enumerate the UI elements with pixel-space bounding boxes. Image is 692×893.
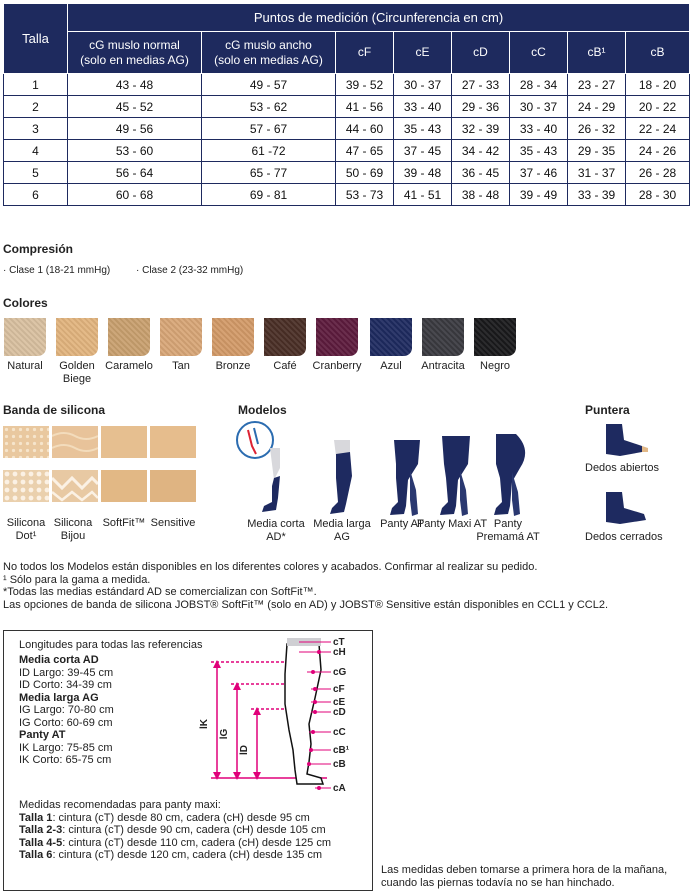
maxi-talla: Talla 2-3 [19, 824, 63, 836]
maxi-text: : cintura (cT) desde 90 cm, cadera (cH) desde 105 cm [62, 824, 326, 836]
model-label-premama: Panty Premamá AT [476, 518, 540, 543]
table-cell: 53 - 62 [202, 96, 336, 118]
toe-open-icon [600, 422, 650, 458]
column-header-line1: cB¹ [587, 45, 606, 59]
maxi-title: Medidas recomendadas para panty maxi: [19, 799, 221, 811]
model-media-corta-icon [262, 448, 280, 512]
maxi-talla: Talla 6 [19, 849, 53, 861]
table-cell: 28 - 34 [510, 74, 568, 96]
table-cell: 4 [4, 140, 68, 162]
diagram-point-label: cE [333, 697, 346, 708]
table-cell: 39 - 49 [510, 184, 568, 206]
table-cell: 49 - 56 [68, 118, 202, 140]
table-cell: 30 - 37 [510, 96, 568, 118]
table-cell: 45 - 52 [68, 96, 202, 118]
color-swatch [370, 318, 412, 356]
diagram-length-label: lD [239, 745, 250, 755]
band-sensitive-top-tile [150, 426, 196, 458]
column-header-line1: cF [357, 45, 372, 59]
table-cell: 23 - 27 [568, 74, 626, 96]
table-cell: 65 - 77 [202, 162, 336, 184]
group-name: Panty AT [19, 729, 66, 741]
band-dot-tile [3, 470, 49, 502]
table-cell: 31 - 37 [568, 162, 626, 184]
diagram-point-label: cH [333, 647, 346, 658]
diagram-point-label: cB¹ [333, 745, 350, 756]
color-swatch [264, 318, 306, 356]
longitudes-title: Longitudes para todas las referencias [19, 639, 203, 651]
model-label-media-corta: Media corta AD* [247, 518, 305, 543]
note-line: Las opciones de banda de silicona JOBST® SoftFit™ (solo en AD) y JOBST® Sensitive están disponibles en CCL1 y CCL2. [3, 598, 609, 611]
table-cell: 41 - 51 [394, 184, 452, 206]
table-cell: 35 - 43 [394, 118, 452, 140]
column-header-line2: (solo en medias AG) [214, 52, 323, 67]
table-cell: 26 - 32 [568, 118, 626, 140]
maxi-talla: Talla 1 [19, 811, 53, 824]
length-line: IK Corto: 65-75 cm [19, 754, 112, 766]
color-label: Caramelo [105, 360, 153, 372]
table-cell: 22 - 24 [626, 118, 690, 140]
table-cell: 20 - 22 [626, 96, 690, 118]
table-row [4, 118, 690, 140]
table-row [4, 96, 690, 118]
band-dot-top-tile [3, 426, 49, 458]
table-cell: 27 - 33 [452, 74, 510, 96]
color-swatch [108, 318, 150, 356]
table-cell: 33 - 39 [568, 184, 626, 206]
modelos-illustration [232, 420, 552, 520]
diagram-point-label: cA [333, 783, 346, 794]
band-bijou-top-tile [52, 426, 98, 458]
table-cell: 5 [4, 162, 68, 184]
maxi-text: : cintura (cT) desde 120 cm, cadera (cH) desde 135 cm [52, 849, 323, 861]
column-header [510, 32, 568, 74]
measurement-group-header: Puntos de medición (Circunferencia en cm) [68, 4, 690, 32]
column-header-line1: cC [531, 45, 546, 59]
table-cell: 49 - 57 [202, 74, 336, 96]
model-media-larga-icon [330, 440, 352, 514]
column-header [68, 32, 202, 74]
model-premama-icon [494, 434, 525, 516]
color-swatch [422, 318, 464, 356]
column-header [336, 32, 394, 74]
leg-measurement-diagram [199, 634, 369, 799]
color-label: Negro [480, 360, 510, 372]
table-cell: 24 - 26 [626, 140, 690, 162]
diagram-point-label: cC [333, 727, 346, 738]
table-cell: 1 [4, 74, 68, 96]
color-label: Natural [7, 360, 43, 372]
table-cell: 38 - 48 [452, 184, 510, 206]
column-header [626, 32, 690, 74]
table-cell: 33 - 40 [510, 118, 568, 140]
table-cell: 29 - 36 [452, 96, 510, 118]
maxi-talla: Talla 4-5 [19, 836, 63, 849]
length-line: IK Largo: 75-85 cm [19, 741, 113, 754]
table-cell: 53 - 60 [68, 140, 202, 162]
table-row [4, 184, 690, 206]
diagram-point-label: cG [333, 667, 347, 678]
toe-closed-icon [600, 490, 650, 526]
length-line: ID Largo: 39-45 cm [19, 666, 114, 679]
banda-title: Banda de silicona [3, 403, 106, 417]
table-cell: 60 - 68 [68, 184, 202, 206]
talla-header: Talla [4, 4, 68, 74]
softfit-badge-icon [237, 422, 273, 458]
column-header [452, 32, 510, 74]
group-name: Media larga AG [19, 691, 99, 704]
group-name: Media corta AD [19, 654, 99, 666]
band-label-sensitive: Sensitive [150, 517, 196, 529]
diagram-length-label: lK [199, 719, 210, 729]
model-panty-icon [390, 440, 420, 516]
table-cell: 35 - 43 [510, 140, 568, 162]
color-label: Azul [380, 360, 402, 372]
column-header-line1: cG muslo ancho [225, 37, 312, 52]
table-cell: 3 [4, 118, 68, 140]
table-cell: 28 - 30 [626, 184, 690, 206]
table-cell: 18 - 20 [626, 74, 690, 96]
diagram-point-label: cF [333, 684, 345, 695]
table-cell: 39 - 52 [336, 74, 394, 96]
color-label: Antracita [421, 360, 465, 372]
band-label-softfit: SoftFit™ [102, 517, 146, 529]
puntera-title: Puntera [585, 403, 630, 417]
length-line: IG Largo: 70-80 cm [19, 704, 114, 716]
toe-open-label: Dedos abiertos [585, 462, 659, 474]
diagram-point-label: cB [333, 759, 346, 770]
table-cell: 69 - 81 [202, 184, 336, 206]
table-cell: 36 - 45 [452, 162, 510, 184]
table-cell: 47 - 65 [336, 140, 394, 162]
maxi-text: : cintura (cT) desde 80 cm, cadera (cH) desde 95 cm [52, 811, 310, 824]
model-label-panty-maxi: Panty Maxi AT [416, 518, 488, 530]
color-label: Tan [172, 360, 190, 372]
table-cell: 57 - 67 [202, 118, 336, 140]
column-header [202, 32, 336, 74]
size-table [3, 3, 690, 206]
diagram-point-label: cT [333, 637, 345, 648]
measurement-box [3, 630, 373, 891]
color-swatch [4, 318, 46, 356]
table-cell: 30 - 37 [394, 74, 452, 96]
color-swatch [160, 318, 202, 356]
table-cell: 39 - 48 [394, 162, 452, 184]
table-cell: 56 - 64 [68, 162, 202, 184]
diagram-point-label: cD [333, 707, 346, 718]
diagram-length-label: lG [219, 728, 230, 740]
model-label-panty: Panty AT [380, 518, 424, 530]
footnotes [3, 561, 608, 611]
table-cell: 41 - 56 [336, 96, 394, 118]
table-cell: 61 -72 [202, 140, 336, 162]
note-line: No todos los Modelos están disponibles en los diferentes colores y acabados. Confirmar al realizar su pedido. [3, 561, 538, 573]
toe-closed-label: Dedos cerrados [585, 531, 663, 543]
table-row [4, 74, 690, 96]
table-cell: 37 - 46 [510, 162, 568, 184]
table-cell: 53 - 73 [336, 184, 394, 206]
compresion-title: Compresión [3, 242, 74, 256]
band-softfit-top-tile [101, 426, 147, 458]
table-row [4, 140, 690, 162]
compresion-clase2: · Clase 2 (23-32 mmHg) [136, 265, 244, 276]
band-bijou-tile [52, 470, 98, 502]
table-cell: 24 - 29 [568, 96, 626, 118]
column-header-line2: (solo en medias AG) [80, 52, 189, 67]
table-row [4, 162, 690, 184]
modelos-title: Modelos [238, 403, 287, 417]
note-line: *Todas las medias estándard AD se comercializan con SoftFit™. [3, 586, 317, 598]
length-line: IG Corto: 60-69 cm [19, 716, 113, 729]
column-header-line1: cD [473, 45, 488, 59]
note-line: ¹ Sólo para la gama a medida. [3, 573, 151, 586]
table-cell: 50 - 69 [336, 162, 394, 184]
table-cell: 2 [4, 96, 68, 118]
band-label-bijou: Silicona Bijou [53, 517, 93, 542]
band-softfit-tile [101, 470, 147, 502]
color-swatch [316, 318, 358, 356]
model-panty-maxi-icon [440, 436, 470, 516]
color-label: Cranberry [312, 360, 362, 372]
column-header [394, 32, 452, 74]
table-cell: 29 - 35 [568, 140, 626, 162]
table-cell: 43 - 48 [68, 74, 202, 96]
column-header-line1: cE [415, 45, 430, 59]
color-label: Bronze [215, 360, 251, 372]
column-header-line1: cG muslo normal [89, 37, 180, 52]
final-note: Las medidas deben tomarse a primera hora de la mañana, cuando las piernas todavía no se han hinchado. [381, 864, 668, 889]
model-label-media-larga: Media larga AG [313, 518, 371, 543]
table-cell: 44 - 60 [336, 118, 394, 140]
maxi-text: : cintura (cT) desde 110 cm, cadera (cH) desde 125 cm [62, 836, 332, 849]
color-label: Golden Biege [59, 360, 95, 385]
column-header-line1: cB [650, 45, 665, 59]
table-cell: 37 - 45 [394, 140, 452, 162]
band-sensitive-tile [150, 470, 196, 502]
table-cell: 34 - 42 [452, 140, 510, 162]
color-swatch [212, 318, 254, 356]
color-label: Café [273, 360, 297, 372]
length-line: ID Corto: 34-39 cm [19, 679, 112, 691]
colores-title: Colores [3, 296, 48, 310]
color-swatch [56, 318, 98, 356]
table-cell: 6 [4, 184, 68, 206]
band-label-dot: Silicona Dot¹ [6, 517, 46, 542]
column-header [568, 32, 626, 74]
compresion-clase1: · Clase 1 (18-21 mmHg) [3, 265, 111, 276]
color-swatch [474, 318, 516, 356]
table-cell: 33 - 40 [394, 96, 452, 118]
table-cell: 26 - 28 [626, 162, 690, 184]
table-cell: 32 - 39 [452, 118, 510, 140]
